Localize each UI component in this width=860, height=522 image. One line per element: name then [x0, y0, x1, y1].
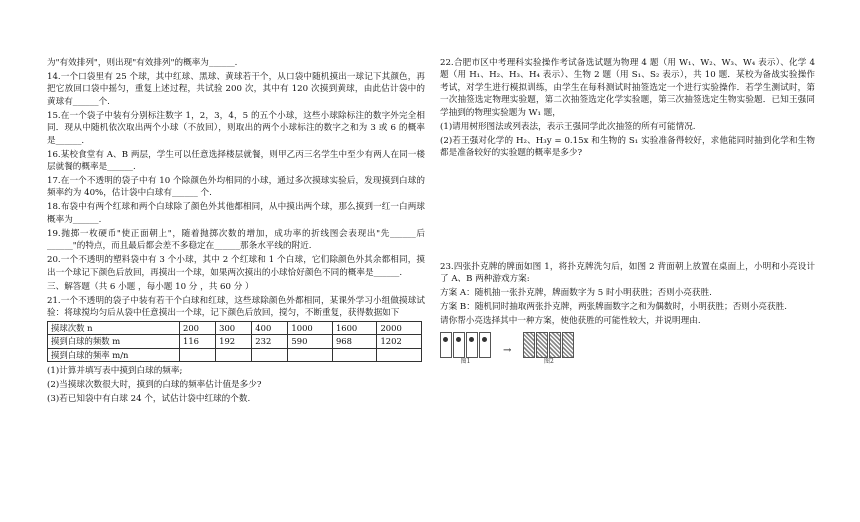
playing-card-icon: [479, 332, 491, 358]
figure-2-caption: 图2: [543, 357, 554, 365]
card-back-icon: [536, 332, 548, 358]
q21-part2: (2)当摸球次数很大时，摸到的白球的频率估计值是多少?: [47, 380, 262, 391]
figure-1: [440, 332, 491, 366]
q22: 22.合肥市区中考理科实验操作考试备选试题为物理 4 题（用 W₁、W₂、W₃、W₄ 表示）、化学 4 题（用 H₁、H₂、H₃、H₄ 表示）、生物 2 题（用 S₁、S₂ 表示），共 10 题．某校为备战实验操作考试，对学生进行模拟训练，由学生在每科测试时抽签选定一个进行实验操作．若学生测试时，第一次抽签选定物理实验题，第二次抽签选定化学实验题，第三次抽签选定生物实验题．已知王强同学抽到的物理实验题为 W₁ 题，: [440, 58, 815, 118]
q22-part2: (2)若王强对化学的 H₂、H₃y = 0.15x 和生物的 S₁ 实验准备得较好，求他能同时抽到化学和生物都是准备较好的实验题的概率是多少?: [440, 135, 815, 159]
table-row: [48, 335, 422, 348]
q21-part3: (3)若已知袋中有白球 24 个，试估计袋中红球的个数.: [47, 394, 251, 405]
table-cell: [288, 348, 333, 361]
table-cell: [377, 348, 422, 361]
table-cell: 200: [180, 322, 216, 335]
playing-card-icon: [440, 332, 452, 358]
q17: 17.在一个不透明的袋子中有 10 个除颜色外均相同的小球，通过多次摸球实验后，发现摸到白球的频率约为 40%，估计袋中白球有______ 个.: [47, 176, 425, 199]
table-cell: 1000: [288, 322, 333, 335]
card-back-icon: [523, 332, 535, 358]
q16: 16.某校食堂有 A、B 两层，学生可以任意选择楼层就餐，则甲乙丙三名学生中至少有两人在同一楼层就餐的概率是______.: [47, 149, 425, 173]
table-cell: 116: [180, 335, 216, 348]
q19: 19.抛掷一枚硬币"使正面朝上"，随着抛掷次数的增加，成功率的折线图会表现出"先______后______"的特点，而且最后都会差不多稳定在______那条水平线的附近.: [47, 228, 425, 252]
table-cell: 192: [216, 335, 252, 348]
q22-part1: (1)请用树形图法或列表法，表示王强同学此次抽签的所有可能情况.: [440, 121, 696, 132]
table-row: [48, 322, 422, 335]
table-cell: 400: [252, 322, 288, 335]
playing-card-figures: [440, 332, 815, 366]
q14: 14.一个口袋里有 25 个球，其中红球、黑球、黄球若干个，从口袋中随机摸出一球记下其颜色，再把它放回口袋中摇匀，重复上述过程，共试验 200 次，其中有 120 次摸到黄球，由此估计袋中的黄球有______个.: [47, 72, 425, 107]
table-cell: [216, 348, 252, 361]
table-cell: 968: [332, 335, 377, 348]
q15: 15.在一个袋子中装有分别标注数字 1，2，3，4，5 的五个小球，这些小球除标注的数字外完全相同．现从中随机依次取出两个小球（不放回），则取出的两个小球标注的数字之和为 3 或 6 的概率是______.: [47, 110, 425, 146]
q23-question: 请你帮小亮选择其中一种方案，使他获胜的可能性较大，并说明理由.: [440, 316, 701, 327]
table-cell: [180, 348, 216, 361]
q23: 23.四张扑克牌的牌面如图 1，将扑克牌洗匀后，如图 2 背面朝上放置在桌面上，小明和小亮设计了 A、B 两种游戏方案:: [440, 262, 815, 285]
table-cell: [332, 348, 377, 361]
table-cell: 232: [252, 335, 288, 348]
section-heading: 三、解答题（共 6 小题 ，每小题 10 分 ，共 60 分 ）: [47, 281, 254, 292]
table-cell: 摸球次数 n: [48, 322, 180, 335]
playing-card-icon: [466, 332, 478, 358]
right-column: [440, 57, 815, 366]
table-cell: 摸到白球的频数 m: [48, 335, 180, 348]
table-cell: 300: [216, 322, 252, 335]
face-down-cards: [523, 332, 574, 358]
table-cell: [252, 348, 288, 361]
arrow-right-icon: →: [503, 345, 512, 357]
q23-plan-b: 方案 B：随机同时抽取两张扑克牌，两张牌面数字之和为偶数时，小明获胜；否则小亮获胜.: [440, 302, 787, 313]
left-column: [47, 57, 425, 407]
face-up-cards: [440, 332, 491, 358]
q13-tail: 为"有效排列"，则出现"有效排列"的概率为______.: [47, 58, 238, 68]
table-cell: 1202: [377, 335, 422, 348]
table-cell: 590: [288, 335, 333, 348]
q23-plan-a: 方案 A：随机抽一张扑克牌，牌面数字为 5 时小明获胜；否则小亮获胜.: [440, 288, 712, 299]
q21-part1: (1)计算并填写表中摸到白球的频率;: [47, 366, 183, 377]
answer-space: [440, 161, 815, 261]
frequency-table: [47, 321, 422, 362]
figure-1-caption: 图1: [460, 357, 471, 365]
playing-card-icon: [453, 332, 465, 358]
table-cell: 摸到白球的频率 m/n: [48, 348, 180, 361]
q20: 20.一个不透明的塑料袋中有 3 个小球，其中 2 个红球和 1 个白球，它们除颜色外其余都相同，摸出一个球记下颜色后放回，再摸出一个球，如果两次摸出的小球恰好颜色不同的概率是______.: [47, 255, 425, 278]
table-cell: 2000: [377, 322, 422, 335]
table-cell: 1600: [332, 322, 377, 335]
q21: 21.一个不透明的袋子中装有若干个白球和红球，这些球除颜色外都相同，某课外学习小组做摸球试验：将球搅均匀后从袋中任意摸出一个球，记下颜色后放回，搅匀，不断重复，获得数据如下: [47, 295, 425, 319]
table-row: [48, 348, 422, 361]
card-back-icon: [562, 332, 574, 358]
q18: 18.布袋中有两个红球和两个白球除了颜色外其他都相同，从中摸出两个球，那么摸到一红一白两球概率为______.: [47, 202, 425, 225]
figure-2: [523, 332, 574, 366]
card-back-icon: [549, 332, 561, 358]
